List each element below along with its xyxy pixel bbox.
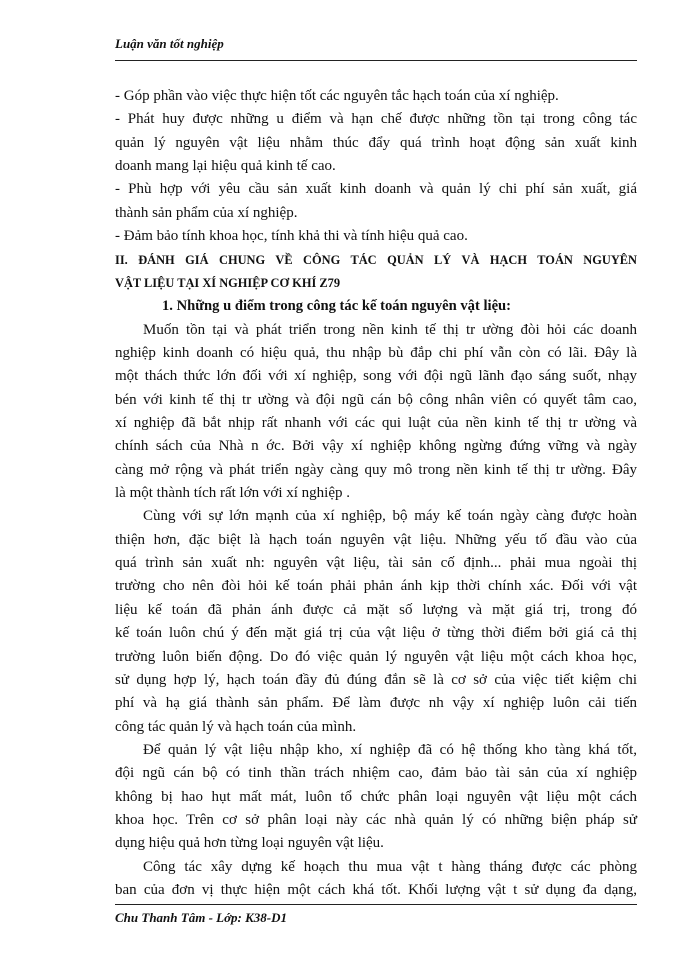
- subsection-heading: 1. Những u điểm trong công tác kế toán nguyên vật liệu:: [162, 298, 512, 315]
- running-header: Luận văn tốt nghiệp: [115, 36, 224, 51]
- bullet-line: - Phù hợp với yêu cầu sản xuất kinh doanh và quản lý chi phí sản xuất, giá: [115, 181, 637, 198]
- paragraph-line: trường cho nên đòi hỏi kế toán phải phản ánh kịp thời chính xác. Đối với vật: [115, 578, 637, 595]
- section-heading: VẬT LIỆU TẠI XÍ NGHIỆP CƠ KHÍ Z79: [115, 275, 341, 290]
- section-heading: II. ĐÁNH GIÁ CHUNG VỀ CÔNG TÁC QUẢN LÝ VÀ HẠCH TOÁN NGUYÊN: [115, 252, 637, 267]
- paragraph-line: Cùng với sự lớn mạnh của xí nghiệp, bộ máy kế toán ngày càng được hoàn: [143, 508, 637, 525]
- paragraph-line: xí nghiệp đã bắt nhịp rất nhanh với các qui luật của nền kinh tế thị tr ường và: [115, 414, 637, 431]
- paragraph-line: đội ngũ cán bộ có tinh thần trách nhiệm cao, đảm bảo tài sản của xí nghiệp: [115, 765, 637, 782]
- paragraph-line: phí và hạ giá thành sản phẩm. Để làm được nh vậy xí nghiệp luôn cải tiến: [115, 695, 637, 712]
- paragraph-line: không bị hao hụt mất mát, luôn tổ chức phân loại nguyên vật liệu một cách: [115, 788, 637, 805]
- paragraph-line: ban của đơn vị thực hiện một cách khá tốt. Khối lượng vật t sử dụng đa dạng,: [115, 882, 637, 898]
- paragraph-line: sử dụng hợp lý, hạch toán đầy đủ đúng đắn sẽ là cơ sở của việc tiết kiệm chi: [115, 671, 637, 688]
- paragraph-line: càng mở rộng và phát triển ngày càng quy mô trong nền kinh tế thị tr ường. Đây: [115, 461, 637, 478]
- paragraph-line: dụng hiệu quả hơn từng loại nguyên vật liệu.: [115, 835, 384, 852]
- footer-rule: [115, 904, 637, 905]
- text-line: quản lý nguyên vật liệu nhằm thúc đẩy quá trình hoạt động sản xuất kinh: [115, 134, 637, 151]
- paragraph-line: Để quản lý vật liệu nhập kho, xí nghiệp đã có hệ thống kho tàng khá tốt,: [143, 741, 637, 758]
- paragraph-line: nghiệp kinh doanh có hiệu quả, thu nhập bù đắp chi phí vẫn còn có lãi. Đây là: [115, 344, 637, 361]
- header-rule: [115, 60, 637, 61]
- paragraph-line: là một thành tích rất lớn với xí nghiệp .: [115, 485, 350, 501]
- text-line: doanh mang lại hiệu quả kinh tế cao.: [115, 158, 336, 175]
- paragraph-line: kế toán luôn chú ý đến mặt giá trị của vật liệu ở từng thời điểm bởi giá cả thị: [115, 625, 637, 642]
- paragraph-line: trường luôn biến động. Do đó việc quản lý nguyên vật liệu một cách khoa học,: [115, 648, 637, 665]
- paragraph-line: thiện hơn, đặc biệt là hạch toán nguyên vật liệu. Những yếu tố đầu vào của: [115, 531, 637, 548]
- paragraph-line: Muốn tồn tại và phát triển trong nền kinh tế thị tr ường đòi hỏi các doanh: [143, 321, 637, 338]
- paragraph-line: khoa học. Trên cơ sở phân loại này các nhà quản lý có những biện pháp sử: [115, 811, 637, 828]
- running-footer: Chu Thanh Tâm - Lớp: K38-D1: [115, 910, 288, 925]
- paragraph-line: bén với kinh tế thị tr ường và đội ngũ cán bộ công nhân viên có quyết tâm cao,: [115, 391, 637, 408]
- bullet-line: - Phát huy được những u điểm và hạn chế được những tồn tại trong công tác: [115, 111, 637, 128]
- bullet-line: - Góp phần vào việc thực hiện tốt các nguyên tắc hạch toán của xí nghiệp.: [115, 88, 559, 104]
- paragraph-line: công tác quản lý và hạch toán của mình.: [115, 718, 357, 735]
- paragraph-line: một thách thức lớn đối với xí nghiệp, song với đội ngũ lãnh đạo sáng suốt, nhạy: [115, 368, 637, 385]
- bullet-line: - Đảm bảo tính khoa học, tính khả thi và tính hiệu quả cao.: [115, 228, 468, 245]
- paragraph-line: quá trình sản xuất nh: nguyên vật liệu, tài sản cố định... phải mua ngoài thị: [115, 555, 637, 572]
- paragraph-line: Công tác xây dựng kế hoạch thu mua vật t hàng tháng được các phòng: [143, 858, 637, 875]
- text-line: thành sản phẩm của xí nghiệp.: [115, 204, 298, 221]
- paragraph-line: liệu kế toán đã phản ánh được cả mặt số lượng và mặt giá trị, trong đó: [115, 601, 637, 618]
- paragraph-line: chính sách của Nhà n ớc. Bởi vậy xí nghiệp không ngừng đứng vững và ngày: [115, 438, 637, 455]
